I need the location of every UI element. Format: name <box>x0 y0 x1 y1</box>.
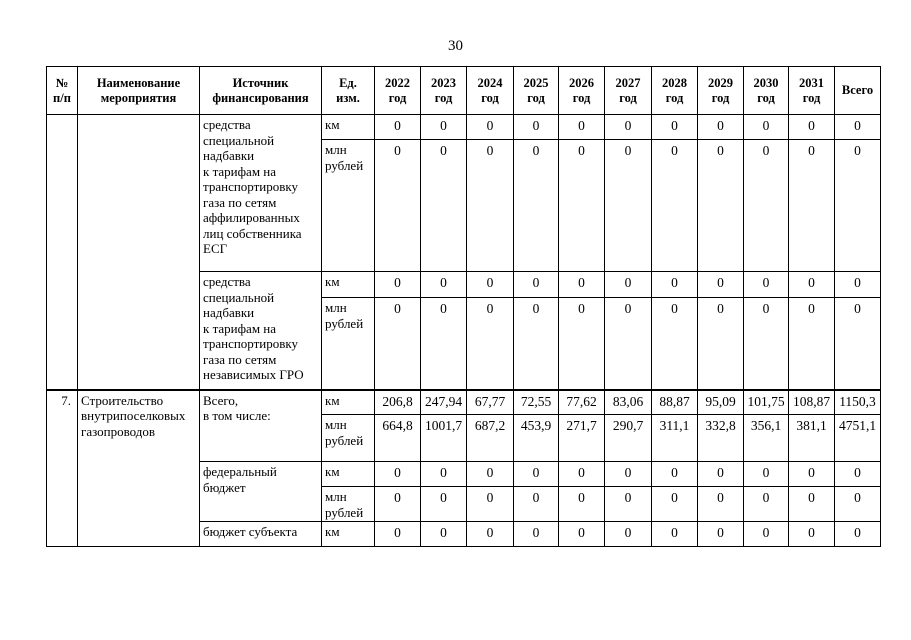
funding-source: федеральный бюджет <box>200 462 322 522</box>
value-cell: 0 <box>421 462 467 487</box>
value-cell: 0 <box>467 487 514 522</box>
value-cell: 332,8 <box>698 415 744 462</box>
unit-cell: км <box>322 390 375 415</box>
value-cell: 0 <box>652 115 698 140</box>
value-cell: 0 <box>835 487 881 522</box>
value-cell: 0 <box>835 522 881 547</box>
value-cell: 0 <box>789 522 835 547</box>
value-cell: 0 <box>835 115 881 140</box>
value-cell: 0 <box>744 115 789 140</box>
value-cell: 95,09 <box>698 390 744 415</box>
activity-name <box>78 115 200 390</box>
value-cell: 83,06 <box>605 390 652 415</box>
value-cell: 0 <box>744 298 789 390</box>
value-cell: 664,8 <box>375 415 421 462</box>
page-number: 30 <box>448 38 463 54</box>
value-cell: 0 <box>559 522 605 547</box>
value-cell: 0 <box>375 115 421 140</box>
value-cell: 0 <box>744 140 789 272</box>
value-cell: 0 <box>375 140 421 272</box>
value-cell: 0 <box>375 298 421 390</box>
value-cell: 0 <box>514 462 559 487</box>
unit-cell: млн рублей <box>322 487 375 522</box>
header-year: 2028 год <box>652 67 698 115</box>
unit-cell: км <box>322 272 375 298</box>
header-unit: Ед. изм. <box>322 67 375 115</box>
value-cell: 0 <box>559 487 605 522</box>
unit-cell: км <box>322 522 375 547</box>
funding-source: средства специальной надбавки к тарифам на транспортировку газа по сетям аффилированных лиц собственника ЕСГ <box>200 115 322 272</box>
value-cell: 0 <box>698 522 744 547</box>
value-cell: 0 <box>421 140 467 272</box>
value-cell: 0 <box>421 298 467 390</box>
value-cell: 0 <box>652 487 698 522</box>
funding-source: Всего, в том числе: <box>200 390 322 462</box>
value-cell: 0 <box>789 272 835 298</box>
value-cell: 290,7 <box>605 415 652 462</box>
value-cell: 0 <box>559 272 605 298</box>
value-cell: 0 <box>698 140 744 272</box>
value-cell: 0 <box>835 462 881 487</box>
table-row <box>47 115 881 140</box>
value-cell: 0 <box>605 298 652 390</box>
header-year: 2031 год <box>789 67 835 115</box>
value-cell: 0 <box>744 487 789 522</box>
value-cell: 0 <box>652 272 698 298</box>
value-cell: 0 <box>514 522 559 547</box>
value-cell: 0 <box>789 298 835 390</box>
value-cell: 0 <box>605 487 652 522</box>
value-cell: 0 <box>652 298 698 390</box>
value-cell: 0 <box>375 522 421 547</box>
value-cell: 0 <box>835 272 881 298</box>
value-cell: 0 <box>467 272 514 298</box>
unit-cell: млн рублей <box>322 298 375 390</box>
unit-cell: км <box>322 462 375 487</box>
value-cell: 77,62 <box>559 390 605 415</box>
funding-source: бюджет субъекта <box>200 522 322 547</box>
value-cell: 0 <box>698 487 744 522</box>
financing-table <box>46 66 881 547</box>
unit-cell: млн рублей <box>322 140 375 272</box>
value-cell: 0 <box>514 140 559 272</box>
value-cell: 0 <box>835 298 881 390</box>
unit-cell: км <box>322 115 375 140</box>
value-cell: 0 <box>652 140 698 272</box>
value-cell: 311,1 <box>652 415 698 462</box>
value-cell: 0 <box>605 522 652 547</box>
value-cell: 0 <box>514 487 559 522</box>
value-cell: 0 <box>375 462 421 487</box>
header-num: № п/п <box>47 67 78 115</box>
value-cell: 0 <box>559 115 605 140</box>
header-year: 2029 год <box>698 67 744 115</box>
value-cell: 0 <box>559 462 605 487</box>
value-cell: 356,1 <box>744 415 789 462</box>
value-cell: 0 <box>835 140 881 272</box>
value-cell: 72,55 <box>514 390 559 415</box>
value-cell: 0 <box>698 298 744 390</box>
value-cell: 271,7 <box>559 415 605 462</box>
value-cell: 0 <box>698 115 744 140</box>
value-cell: 0 <box>421 115 467 140</box>
value-cell: 1150,3 <box>835 390 881 415</box>
value-cell: 0 <box>789 115 835 140</box>
value-cell: 101,75 <box>744 390 789 415</box>
value-cell: 108,87 <box>789 390 835 415</box>
value-cell: 687,2 <box>467 415 514 462</box>
value-cell: 0 <box>514 272 559 298</box>
value-cell: 0 <box>652 522 698 547</box>
value-cell: 0 <box>789 140 835 272</box>
value-cell: 0 <box>467 462 514 487</box>
row-index <box>47 115 78 390</box>
header-row <box>47 67 881 115</box>
value-cell: 0 <box>789 462 835 487</box>
value-cell: 0 <box>652 462 698 487</box>
value-cell: 0 <box>375 272 421 298</box>
header-year: 2024 год <box>467 67 514 115</box>
header-year: 2030 год <box>744 67 789 115</box>
unit-cell: млн рублей <box>322 415 375 462</box>
header-year: 2023 год <box>421 67 467 115</box>
value-cell: 0 <box>605 140 652 272</box>
value-cell: 247,94 <box>421 390 467 415</box>
value-cell: 0 <box>744 522 789 547</box>
value-cell: 453,9 <box>514 415 559 462</box>
table-body <box>47 115 881 547</box>
value-cell: 0 <box>467 522 514 547</box>
funding-source: средства специальной надбавки к тарифам на транспортировку газа по сетям независимых ГРО <box>200 272 322 390</box>
value-cell: 0 <box>698 272 744 298</box>
value-cell: 0 <box>514 115 559 140</box>
activity-name: Строительство внутрипоселковых газопроводов <box>78 390 200 547</box>
value-cell: 381,1 <box>789 415 835 462</box>
table-row <box>47 390 881 415</box>
header-name: Наименование мероприятия <box>78 67 200 115</box>
header-year: 2026 год <box>559 67 605 115</box>
header-total: Всего <box>835 67 881 115</box>
value-cell: 0 <box>421 522 467 547</box>
header-year: 2025 год <box>514 67 559 115</box>
value-cell: 0 <box>559 140 605 272</box>
value-cell: 4751,1 <box>835 415 881 462</box>
value-cell: 0 <box>605 115 652 140</box>
value-cell: 0 <box>375 487 421 522</box>
value-cell: 0 <box>605 462 652 487</box>
value-cell: 1001,7 <box>421 415 467 462</box>
value-cell: 0 <box>744 462 789 487</box>
header-year: 2022 год <box>375 67 421 115</box>
value-cell: 0 <box>467 298 514 390</box>
value-cell: 0 <box>559 298 605 390</box>
row-index: 7. <box>47 390 78 547</box>
value-cell: 67,77 <box>467 390 514 415</box>
value-cell: 0 <box>698 462 744 487</box>
value-cell: 0 <box>421 272 467 298</box>
value-cell: 0 <box>514 298 559 390</box>
value-cell: 0 <box>605 272 652 298</box>
value-cell: 206,8 <box>375 390 421 415</box>
value-cell: 0 <box>789 487 835 522</box>
header-year: 2027 год <box>605 67 652 115</box>
value-cell: 0 <box>467 140 514 272</box>
value-cell: 0 <box>467 115 514 140</box>
header-source: Источник финансирования <box>200 67 322 115</box>
value-cell: 0 <box>744 272 789 298</box>
value-cell: 0 <box>421 487 467 522</box>
value-cell: 88,87 <box>652 390 698 415</box>
